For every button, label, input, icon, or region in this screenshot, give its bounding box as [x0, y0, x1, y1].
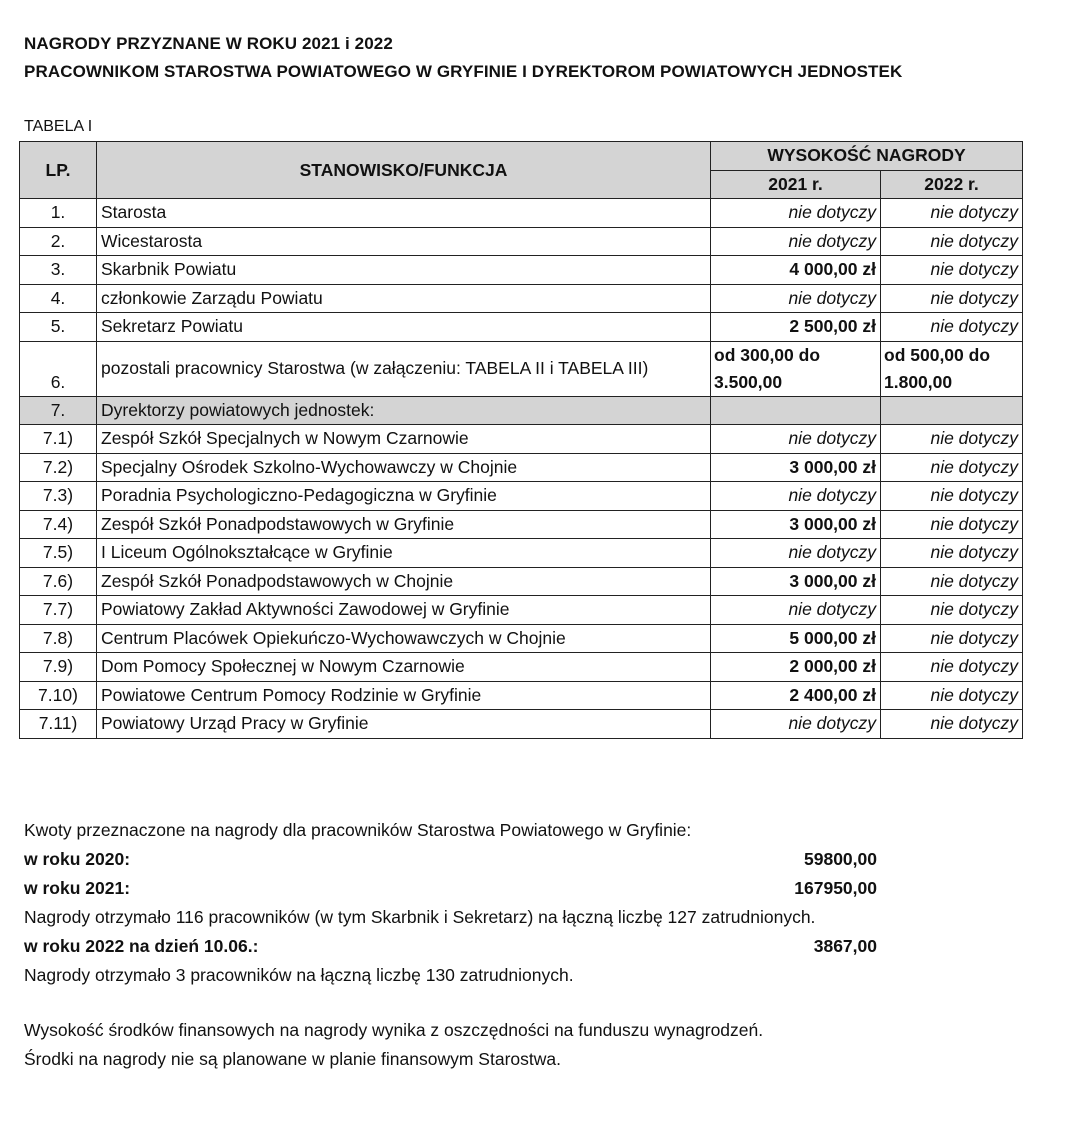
row-lp: 2. [20, 227, 97, 256]
row-value-2021 [711, 396, 881, 425]
document-title [24, 30, 902, 86]
header-lp: LP. [20, 142, 97, 199]
row-lp: 7.6) [20, 567, 97, 596]
row-lp: 7.4) [20, 510, 97, 539]
row-value-2022: nie dotyczy [881, 313, 1023, 342]
row-position: Powiatowe Centrum Pomocy Rodzinie w Gryfinie [97, 681, 711, 710]
summary-2022 [24, 932, 1024, 961]
row-value-2021: nie dotyczy [711, 227, 881, 256]
row-value-2021: 3 000,00 zł [711, 453, 881, 482]
row-value-2021: nie dotyczy [711, 539, 881, 568]
row-value-2022: nie dotyczy [881, 284, 1023, 313]
summary-2022-note: Nagrody otrzymało 3 pracowników na łączną liczbę 130 zatrudnionych. [24, 965, 574, 985]
row-position: Sekretarz Powiatu [97, 313, 711, 342]
row-position: Zespół Szkół Ponadpodstawowych w Chojnie [97, 567, 711, 596]
summary-2022-label: w roku 2022 na dzień 10.06.: [24, 936, 259, 956]
summary-2020-amount: 59800,00 [804, 849, 877, 869]
row-value-2022: nie dotyczy [881, 624, 1023, 653]
row-value-2021: 2 000,00 zł [711, 653, 881, 682]
note-line-2: Środki na nagrody nie są planowane w planie finansowym Starostwa. [24, 1049, 561, 1069]
table-row [20, 624, 1023, 653]
row-value-2021: 5 000,00 zł [711, 624, 881, 653]
table-row [20, 313, 1023, 342]
row-lp: 7.9) [20, 653, 97, 682]
row-lp: 7.2) [20, 453, 97, 482]
table-label: TABELA I [24, 118, 93, 135]
table-row [20, 341, 1023, 396]
table-row [20, 539, 1023, 568]
table-row [20, 510, 1023, 539]
row-value-2022: nie dotyczy [881, 482, 1023, 511]
note-line-1: Wysokość środków finansowych na nagrody wynika z oszczędności na funduszu wynagrodzeń. [24, 1020, 764, 1040]
row-value-2021: nie dotyczy [711, 596, 881, 625]
row-value-2022: nie dotyczy [881, 567, 1023, 596]
row-lp: 7.7) [20, 596, 97, 625]
table-row [20, 425, 1023, 454]
table-row [20, 199, 1023, 228]
row-value-2022: nie dotyczy [881, 710, 1023, 739]
table-row [20, 710, 1023, 739]
row-value-2022: nie dotyczy [881, 425, 1023, 454]
row-position: pozostali pracownicy Starostwa (w załączeniu: TABELA II i TABELA III) [97, 341, 711, 396]
row-value-2022: nie dotyczy [881, 681, 1023, 710]
row-position: Dyrektorzy powiatowych jednostek: [97, 396, 711, 425]
row-position: członkowie Zarządu Powiatu [97, 284, 711, 313]
row-value-2022: nie dotyczy [881, 453, 1023, 482]
row-lp: 1. [20, 199, 97, 228]
row-position: I Liceum Ogólnokształcące w Gryfinie [97, 539, 711, 568]
row-value-2022: nie dotyczy [881, 510, 1023, 539]
awards-table [19, 141, 1023, 739]
summary-2020-label: w roku 2020: [24, 849, 131, 869]
summary-2021-amount: 167950,00 [794, 878, 877, 898]
header-year-2021: 2021 r. [711, 170, 881, 199]
row-position: Powiatowy Urząd Pracy w Gryfinie [97, 710, 711, 739]
summary-2021-label: w roku 2021: [24, 878, 131, 898]
row-position: Wicestarosta [97, 227, 711, 256]
row-lp: 4. [20, 284, 97, 313]
row-lp: 7.8) [20, 624, 97, 653]
row-lp: 7.10) [20, 681, 97, 710]
row-position: Specjalny Ośrodek Szkolno-Wychowawczy w Chojnie [97, 453, 711, 482]
row-value-2021: 2 400,00 zł [711, 681, 881, 710]
summary-2022-amount: 3867,00 [813, 936, 877, 956]
row-lp: 3. [20, 256, 97, 285]
table-row [20, 567, 1023, 596]
title-line-1: NAGRODY PRZYZNANE W ROKU 2021 i 2022 [24, 34, 393, 53]
row-position: Starosta [97, 199, 711, 228]
notes-section [24, 1016, 763, 1074]
row-position: Centrum Placówek Opiekuńczo-Wychowawczych w Chojnie [97, 624, 711, 653]
row-value-2022: nie dotyczy [881, 539, 1023, 568]
row-value-2022: nie dotyczy [881, 227, 1023, 256]
row-value-2021: nie dotyczy [711, 284, 881, 313]
row-value-2021: nie dotyczy [711, 482, 881, 511]
row-value-2022: nie dotyczy [881, 653, 1023, 682]
header-row [20, 142, 1023, 171]
row-value-2021: 3 000,00 zł [711, 510, 881, 539]
row-lp: 7.5) [20, 539, 97, 568]
section-row [20, 396, 1023, 425]
table-row [20, 482, 1023, 511]
row-lp: 7. [20, 396, 97, 425]
row-value-2022 [881, 396, 1023, 425]
row-value-2021: od 300,00 do 3.500,00 [711, 341, 881, 396]
row-value-2022: od 500,00 do 1.800,00 [881, 341, 1023, 396]
table-row [20, 227, 1023, 256]
summary-2020 [24, 845, 1024, 874]
row-position: Dom Pomocy Społecznej w Nowym Czarnowie [97, 653, 711, 682]
row-position: Zespół Szkół Specjalnych w Nowym Czarnowie [97, 425, 711, 454]
table-row [20, 596, 1023, 625]
table-row [20, 681, 1023, 710]
row-position: Poradnia Psychologiczno-Pedagogiczna w Gryfinie [97, 482, 711, 511]
row-lp: 7.1) [20, 425, 97, 454]
table-row [20, 284, 1023, 313]
header-award: WYSOKOŚĆ NAGRODY [711, 142, 1023, 171]
row-lp: 6. [20, 341, 97, 396]
summary-intro: Kwoty przeznaczone na nagrody dla pracowników Starostwa Powiatowego w Gryfinie: [24, 820, 692, 840]
header-year-2022: 2022 r. [881, 170, 1023, 199]
summary-section [24, 816, 1024, 990]
row-lp: 7.3) [20, 482, 97, 511]
table-row [20, 453, 1023, 482]
table-row [20, 653, 1023, 682]
row-value-2021: nie dotyczy [711, 199, 881, 228]
header-position: STANOWISKO/FUNKCJA [97, 142, 711, 199]
title-line-2: PRACOWNIKOM STAROSTWA POWIATOWEGO W GRYFINIE I DYREKTOROM POWIATOWYCH JEDNOSTEK [24, 62, 903, 81]
row-position: Zespół Szkół Ponadpodstawowych w Gryfinie [97, 510, 711, 539]
row-value-2022: nie dotyczy [881, 596, 1023, 625]
summary-2021-note: Nagrody otrzymało 116 pracowników (w tym Skarbnik i Sekretarz) na łączną liczbę 127 zatrudnionych. [24, 907, 816, 927]
row-value-2021: nie dotyczy [711, 425, 881, 454]
table-row [20, 256, 1023, 285]
row-value-2022: nie dotyczy [881, 256, 1023, 285]
row-position: Powiatowy Zakład Aktywności Zawodowej w Gryfinie [97, 596, 711, 625]
row-position: Skarbnik Powiatu [97, 256, 711, 285]
row-value-2021: 3 000,00 zł [711, 567, 881, 596]
row-value-2021: 4 000,00 zł [711, 256, 881, 285]
row-value-2022: nie dotyczy [881, 199, 1023, 228]
row-value-2021: 2 500,00 zł [711, 313, 881, 342]
row-value-2021: nie dotyczy [711, 710, 881, 739]
row-lp: 5. [20, 313, 97, 342]
row-lp: 7.11) [20, 710, 97, 739]
summary-2021 [24, 874, 1024, 903]
